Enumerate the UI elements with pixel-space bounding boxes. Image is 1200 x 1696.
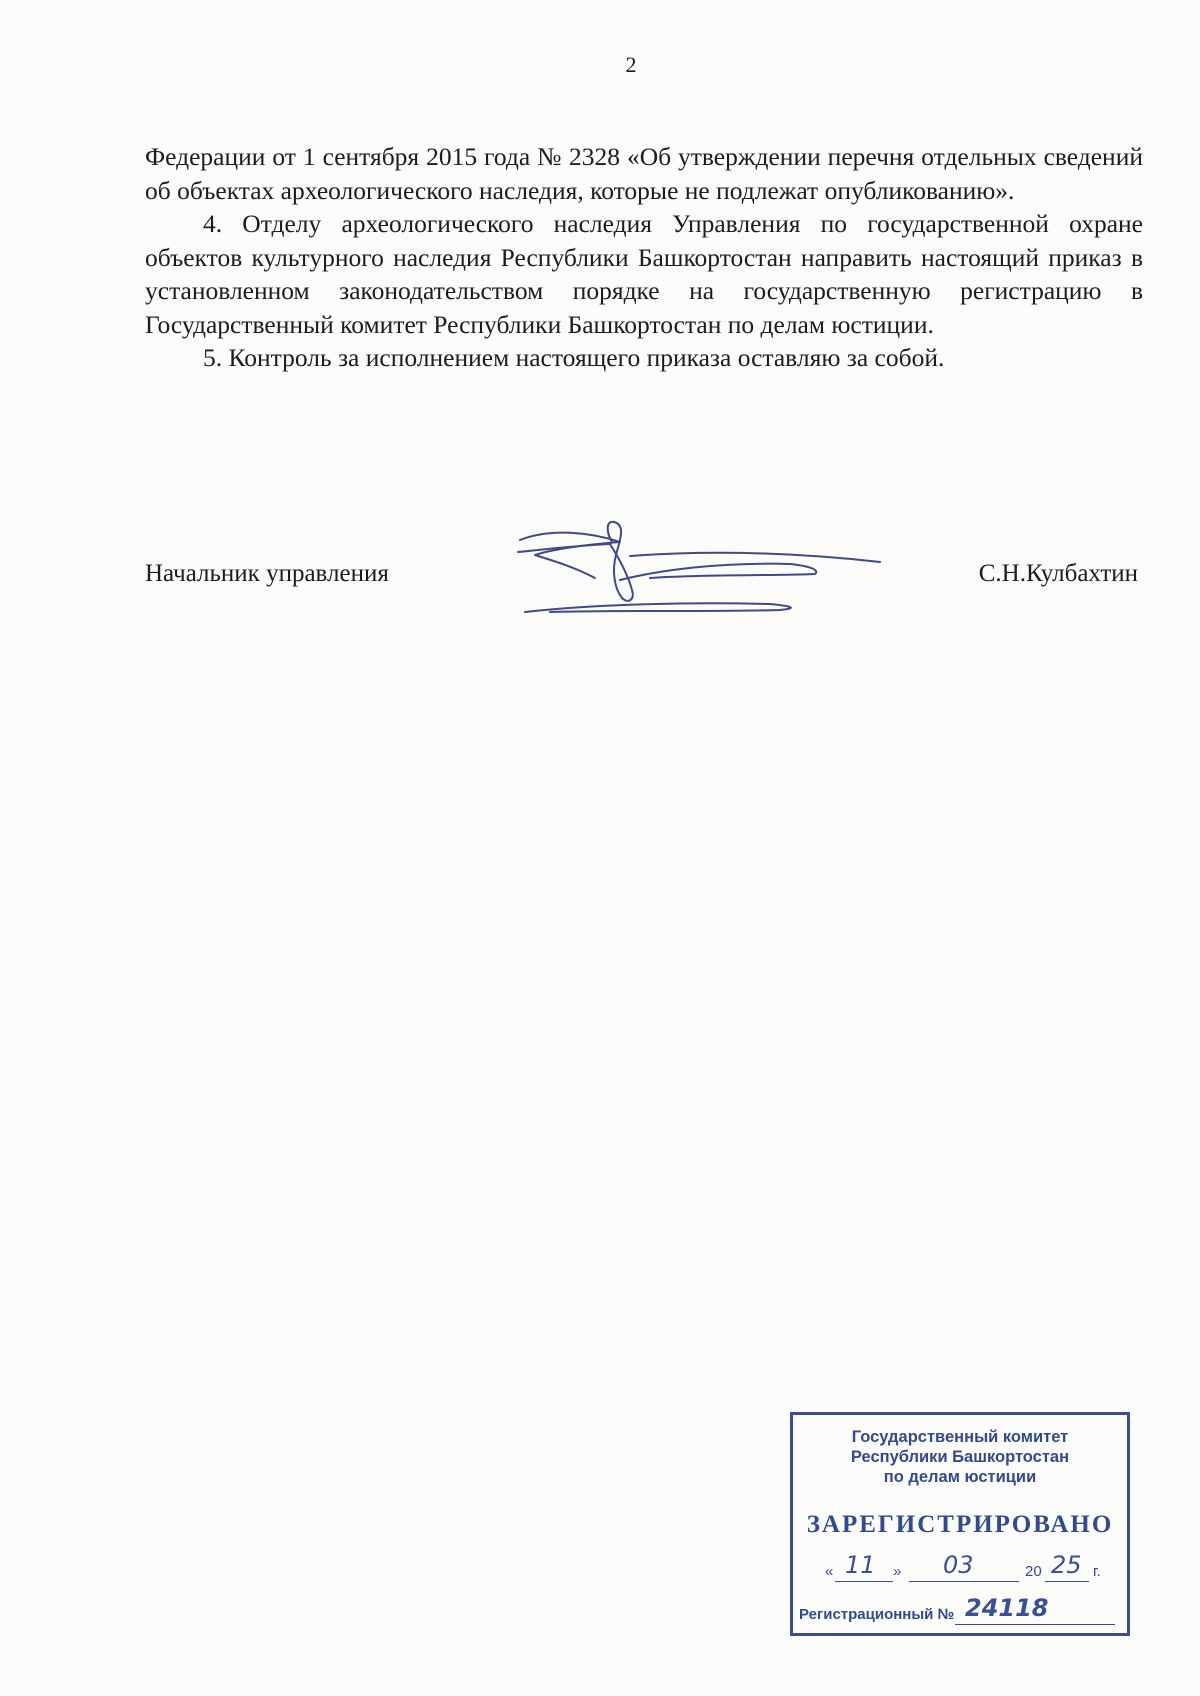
stamp-status: ЗАРЕГИСТРИРОВАНО [806, 1511, 1114, 1538]
stamp-org-line: Республики Башкортостан [850, 1448, 1070, 1466]
date-year-line [1045, 1581, 1089, 1582]
signatory-title: Начальник управления [145, 560, 389, 587]
reg-number: 24118 [965, 1594, 1049, 1622]
registration-stamp [790, 1412, 1130, 1636]
date-month: 03 [943, 1551, 974, 1579]
date-day: 11 [845, 1551, 876, 1579]
stamp-org-line: по делам юстиции [883, 1468, 1037, 1486]
signatory-name: С.Н.Кулбахтин [978, 560, 1138, 587]
date-month-line [909, 1581, 1019, 1582]
date-day-line [835, 1581, 893, 1582]
reg-label: Регистрационный № [799, 1606, 955, 1623]
date-year-unit: г. [1093, 1563, 1101, 1580]
order-body-text [145, 140, 1143, 375]
date-year-prefix: 20 [1025, 1563, 1042, 1580]
stamp-organization [793, 1427, 1127, 1487]
paragraph-item-4: 4. Отделу археологического наследия Управления по государственной охране объектов культурного наследия Республики Башкортостан направить настоящий приказ в установленном законодательством порядке на государственную регистрацию в Государственный комитет Республики Башкортостан по делам юстиции. [145, 209, 1143, 339]
date-year-suffix: 25 [1051, 1551, 1082, 1579]
paragraph-continuation: Федерации от 1 сентября 2015 года № 2328 «Об утверждении перечня отдельных сведений об объектах археологического наследия, которые не подлежат опубликованию». [145, 142, 1143, 205]
reg-number-line [955, 1624, 1115, 1625]
date-open-quote: « [825, 1563, 834, 1580]
stamp-date [825, 1551, 1115, 1585]
handwritten-signature [510, 520, 900, 620]
date-close-quote: » [893, 1563, 902, 1580]
paragraph-item-5: 5. Контроль за исполнением настоящего приказа оставляю за собой. [203, 343, 945, 372]
stamp-registration-number [799, 1594, 1119, 1628]
stamp-org-line: Государственный комитет [851, 1428, 1069, 1446]
page-number: 2 [625, 52, 637, 77]
